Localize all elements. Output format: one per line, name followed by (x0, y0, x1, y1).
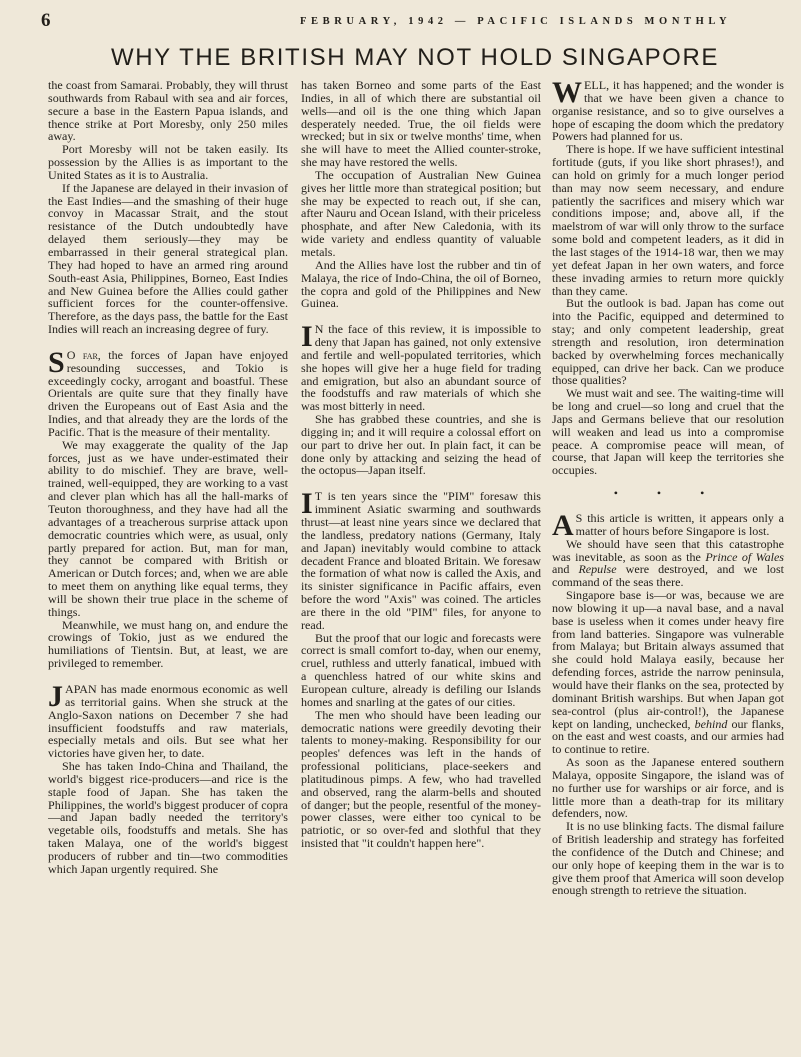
running-head: FEBRUARY, 1942 — PACIFIC ISLANDS MONTHLY (300, 16, 732, 27)
paragraph: But the proof that our logic and forecasts were correct is small comfort to-day, when our enemy, cruel, ruthless and utterly fanatical, imbued with a quenchless hatred of our white skins and European culture, already is defiling our Islands homes and snarling at the gates of our cities. (301, 630, 541, 709)
drop-cap: S (48, 345, 65, 379)
paragraph: And the Allies have lost the rubber and tin of Malaya, the rice of Indo-China, the oil of Borneo, the copra and gold of the Philippines and New Guinea. (301, 257, 541, 311)
article-column-1 (48, 79, 288, 1054)
paragraph-text: were destroyed, and we lost command of the seas there. (552, 562, 784, 590)
paragraph: As soon as the Japanese entered southern Malaya, opposite Singapore, the island was of no further use for warships or air force, and is little more than a death-trap for its military defenders, now. (552, 755, 784, 821)
paragraph-text: is ten years since the "PIM" foresaw this imminent Asiatic swarming and southwards thrust—at least nine years since we declared that the landless, predatory nations (Germany, Italy and Japan) inevitably would combine to attack decadent France and bloated Britain. We foresaw the formation of what now is called the Axis, and its sinister significance in Pacific affairs, even before the word "Axis" was coined. The articles are there in the old "PIM" files, for anyone to read. (301, 489, 541, 632)
page-number: 6 (41, 10, 51, 31)
lead-words: T (314, 489, 323, 504)
paragraph (552, 538, 784, 589)
paragraph: She has taken Indo-China and Thailand, the world's biggest rice-producers—and rice is the staple food of Japan. She has taken the Philippines, the world's biggest producer of copra—and Japan badly needed the territory's vegetable oils, foodstuffs and metals. She has taken Malaya, one of the world's biggest producers of rubber and tin—two commodities which Japan urgently required. She (48, 759, 288, 876)
paragraph-text: and (552, 562, 579, 577)
paragraph-text: has made enormous economic as well as territorial gains. When she struck at the Anglo-Saxon nations on December 7 she had insufficient foodstuffs and raw materials, especially metals and oils. But see what her victories have given her, to date. (48, 681, 288, 761)
lead-words: N (314, 322, 324, 337)
drop-cap: W (552, 79, 582, 109)
paragraph: There is hope. If we have sufficient intestinal fortitude (guts, if you like short phrases!), and can hold on grimly for a much longer period than may now seem necessary, and endure patiently the sacrifices and misery which war conditions impose; and, above all, if the maelstrom of war will only throw to the surface some bold and competent leaders, as it did in the last stages of the 1914-18 war, then we may yet defeat Japan in her own waters, and force these invading armies to return more quickly than they came. (552, 142, 784, 298)
section-lead-paragraph (552, 509, 784, 542)
drop-cap: I (301, 487, 313, 521)
section-lead-paragraph (301, 487, 541, 632)
section-divider: • • • (613, 486, 723, 501)
drop-cap: J (48, 679, 63, 713)
lead-words: O far, (66, 347, 101, 362)
paragraph-text: the forces of Japan have enjoyed resounding successes, and Tokio is exceedingly cocky, arrogant and boastful. These Orientals are quite sure that they finally have driven the Europeans out of East Asia and the Indies, and that already they are the lords of the Pacific. That is the measure of their mentality. (48, 347, 288, 439)
section-lead-paragraph (48, 679, 288, 761)
article-headline: WHY THE BRITISH MAY NOT HOLD SINGAPORE (110, 44, 719, 71)
drop-cap: I (301, 320, 313, 354)
paragraph: She has grabbed these countries, and she is digging in; and it will require a colossal effort on our part to drive her out. In plain fact, it can be done only by attacking and seizing the head of the octopus—Japan itself. (301, 412, 541, 478)
paragraph: But the outlook is bad. Japan has come out into the Pacific, equipped and determined to stay; and only competent leadership, great strength and resolution, iron determination backed by overwhelming forces mechanically equipped, can drive her back. Can we produce those qualities? (552, 296, 784, 388)
paragraph: has taken Borneo and some parts of the East Indies, in all of which there are substantial oil wells—and oil is the one thing which Japan desperately needed. True, the oil fields were wrecked; but in six or twelve months' time, when she will have to meet the Allied counter-stroke, she may have restored the wells. (301, 79, 541, 170)
article-column-3 (552, 79, 784, 1054)
ship-name: Prince of Wales (705, 549, 784, 564)
section-lead-paragraph (552, 79, 784, 143)
paragraph: the coast from Samarai. Probably, they will thrust southwards from Rabaul with sea and air forces, secure a base in the Eastern Papua islands, and thence strike at Port Moresby, only 250 miles away. (48, 79, 288, 144)
paragraph: The occupation of Australian New Guinea gives her little more than strategical position; but she may be expected to reach out, if she can, after Nauru and Ocean Island, with their priceless phosphate, and after New Caledonia, with its wide variety and endless quantity of valuable metals. (301, 167, 541, 259)
paragraph (552, 589, 784, 756)
paragraph: We may exaggerate the quality of the Jap forces, just as we have under-estimated their ability to do mischief. They are brave, well-trained, well-equipped, they are working to a vast and clever plan which has all the hall-marks of Teuton thoroughness, and they have had all the advantages of a treacherous surprise attack upon democratic countries which were, as usual, only partly prepared for action. But, man for man, they cannot be compared with British or American or Dutch forces; and, when we are able to meet them on anything like equal terms, they will be shown their true place in the scheme of things. (48, 437, 288, 619)
drop-cap: A (552, 509, 574, 542)
paragraph-text: We should have seen that this catastrophe was inevitable, as soon as the (552, 536, 784, 564)
paragraph: The men who should have been leading our democratic nations were greedily devoting their talents to money-making. Responsibility for our peoples' defences was left in the hands of professional politicians, place-seekers and platitudinous pimps. A few, who had travelled and observed, rang the alarm-bells and shouted of danger; but the people, resentful of the money-power classes, were either too cynical to be patriotic, or so over-fed and slothful that they insisted that "it couldn't happen here". (301, 707, 541, 851)
paragraph: If the Japanese are delayed in their invasion of the East Indies—and the smashing of their huge convoy in Macassar Strait, and the stout resistance of the Dutch undoubtedly have delayed them seriously—they may be embarrassed in their general strategical plan. They had hoped to have an armed ring around South-east Asia, Philippines, Borneo, East Indies and New Guinea before the Allies could gather sufficient forces for the counter-offensive. Therefore, as the days pass, the battle for the East Indies will reach an increasing degree of fury. (48, 180, 288, 337)
section-lead-paragraph (301, 320, 541, 414)
lead-words: S (575, 511, 583, 525)
paragraph: Meanwhile, we must hang on, and endure the crowings of Tokio, just as we endured the humiliations of Tientsin. But, at least, we are privileged to remember. (48, 617, 288, 671)
lead-words: APAN (65, 681, 97, 696)
paragraph: Port Moresby will not be taken easily. Its possession by the Allies is as important to the United States as it is to Australia. (48, 142, 288, 182)
paragraph-text: the face of this review, it is impossible to deny that Japan has gained, not only extensive and fertile and well-populated territories, which she hopes will give her a huge field for trading and emigration, but also an abundant source of the foodstuffs and raw materials of which she was most bitterly in need. (301, 322, 541, 414)
emphasis: behind (694, 716, 728, 731)
paragraph-text: it has happened; and the wonder is that we have been given a chance to organise resistance, and so to give ourselves a hope of escaping the doom which the predatory Powers had planned for us. (552, 79, 784, 144)
section-lead-paragraph (48, 345, 288, 439)
ship-name: Repulse (578, 562, 617, 577)
paragraph-text: our flanks, on the east and west coasts, and our armies had to continue to retire. (552, 716, 784, 757)
paragraph-text: Singapore base is—or was, because we are now blowing it up—a naval base, and a naval base is useless when it comes under heavy fire from land batteries. Singapore was vulnerable from Malaya; but Britain always assumed that she could hold Malaya easily, because her defending forces, astride the narrow peninsula, would have their flanks on the sea, protected by dominant British warships. But when Japan got sea-control (plus air-control!), the Japanese kept on landing, unchecked, (552, 588, 784, 731)
lead-words: ELL, (584, 79, 610, 92)
article-column-2 (301, 79, 541, 1054)
paragraph-text: this article is written, it appears only a matter of hours before Singapore is lost. (575, 511, 784, 538)
paragraph: It is no use blinking facts. The dismal failure of British leadership and strategy has forfeited the confidence of the Dutch and Chinese; and our only hope of keeping them in the war is to give them proof that America will soon develop enough strength to retrieve the situation. (552, 819, 784, 898)
paragraph: We must wait and see. The waiting-time will be long and cruel—so long and cruel that the Japs and Germans believe that our resolution will weaken and lead us into a compromise peace. A compromise peace will mean, of course, that Japan will keep the territories she occupies. (552, 386, 784, 478)
